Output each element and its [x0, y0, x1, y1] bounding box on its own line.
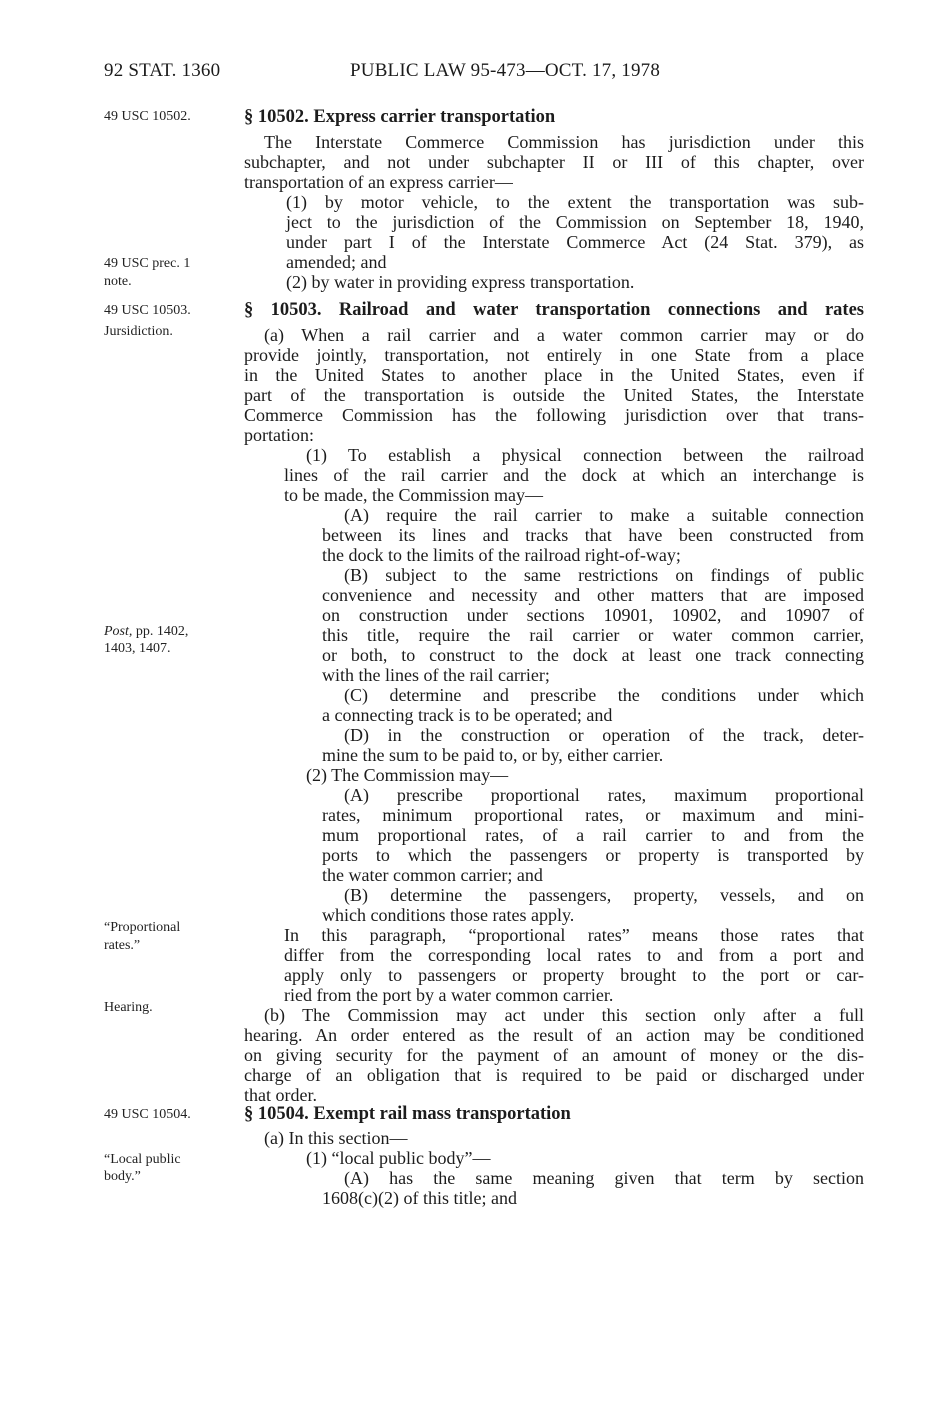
text-line: (B) subject to the same restrictions on findings of public [344, 565, 864, 585]
text-line: charge of an obligation that is required to be paid or discharged under [244, 1065, 864, 1085]
text-line: which conditions those rates apply. [322, 905, 575, 925]
text-line: (1) by motor vehicle, to the extent the transportation was sub- [286, 192, 864, 212]
text-line: between its lines and tracks that have been constructed from [322, 525, 864, 545]
margin-note: body.” [104, 1169, 141, 1184]
margin-note: “Proportional [104, 920, 181, 935]
text-line: (B) determine the passengers, property, vessels, and on [344, 885, 864, 905]
text-line: differ from the corresponding local rates to and from a port and [284, 945, 864, 965]
text-line: (2) The Commission may— [306, 765, 509, 785]
margin-note: 49 USC prec. 1 [104, 256, 191, 271]
section-heading: § 10503. Railroad and water transportation connections and rates [244, 300, 864, 320]
text-line: a connecting track is to be operated; and [322, 705, 613, 725]
text-line: (b) The Commission may act under this section only after a full [264, 1005, 864, 1025]
text-line: that order. [244, 1085, 317, 1105]
text-line: under part I of the Interstate Commerce Act (24 Stat. 379), as [286, 232, 864, 252]
text-line: ject to the jurisdiction of the Commission on September 18, 1940, [286, 212, 864, 232]
text-line: subchapter, and not under subchapter II or III of this chapter, over [244, 152, 864, 172]
margin-note: Hearing. [104, 1000, 153, 1015]
text-line: on construction under sections 10901, 10902, and 10907 of [322, 605, 864, 625]
margin-note: note. [104, 274, 132, 289]
text-line: portation: [244, 425, 314, 445]
text-line: amended; and [286, 252, 387, 272]
text-line: The Interstate Commerce Commission has jurisdiction under this [264, 132, 864, 152]
text-line: hearing. An order entered as the result of an action may be conditioned [244, 1025, 864, 1045]
margin-note: 1403, 1407. [104, 641, 171, 656]
text-line: (A) require the rail carrier to make a suitable connection [344, 505, 864, 525]
text-line: (2) by water in providing express transportation. [286, 272, 635, 292]
text-line: mine the sum to be paid to, or by, either carrier. [322, 745, 664, 765]
text-line: to be made, the Commission may— [284, 485, 543, 505]
stat-page-number: 92 STAT. 1360 [104, 60, 221, 81]
margin-note: 49 USC 10503. [104, 303, 191, 318]
text-line: on giving security for the payment of an amount of money or the dis- [244, 1045, 864, 1065]
text-line: transportation of an express carrier— [244, 172, 513, 192]
text-line: in the United States to another place in the United States, even if [244, 365, 864, 385]
text-line: (A) has the same meaning given that term by section [344, 1168, 864, 1188]
text-line: (a) When a rail carrier and a water common carrier may or do [264, 325, 864, 345]
margin-note: rates.” [104, 938, 141, 953]
page-header [104, 60, 864, 86]
text-line: with the lines of the rail carrier; [322, 665, 550, 685]
text-line: (1) To establish a physical connection between the railroad [306, 445, 864, 465]
text-line: provide jointly, transportation, not entirely in one State from a place [244, 345, 864, 365]
text-line: lines of the rail carrier and the dock at which an interchange is [284, 465, 864, 485]
margin-note: Post, pp. 1402, [104, 624, 189, 639]
section-heading: § 10502. Express carrier transportation [244, 107, 556, 127]
text-line: ports to which the passengers or property is transported by [322, 845, 864, 865]
text-line: the water common carrier; and [322, 865, 543, 885]
text-line: this title, require the rail carrier or water common carrier, [322, 625, 864, 645]
margin-note: “Local public [104, 1152, 181, 1167]
text-line: or both, to construct to the dock at least one track connecting [322, 645, 864, 665]
text-line: the dock to the limits of the railroad right-of-way; [322, 545, 681, 565]
text-line: ried from the port by a water common carrier. [284, 985, 614, 1005]
text-line: (C) determine and prescribe the conditions under which [344, 685, 864, 705]
text-line: part of the transportation is outside the United States, the Interstate [244, 385, 864, 405]
text-line: (D) in the construction or operation of the track, deter- [344, 725, 864, 745]
text-line: mum proportional rates, of a rail carrier to and from the [322, 825, 864, 845]
section-heading: § 10504. Exempt rail mass transportation [244, 1104, 571, 1124]
text-line: (a) In this section— [264, 1128, 408, 1148]
text-line: rates, minimum proportional rates, or maximum and mini- [322, 805, 864, 825]
text-line: apply only to passengers or property brought to the port or car- [284, 965, 864, 985]
text-line: Commerce Commission has the following jurisdiction over that trans- [244, 405, 864, 425]
margin-note: Jursidiction. [104, 324, 173, 339]
margin-note: 49 USC 10504. [104, 1107, 191, 1122]
margin-note: 49 USC 10502. [104, 109, 191, 124]
text-line: (A) prescribe proportional rates, maximum proportional [344, 785, 864, 805]
text-line: (1) “local public body”— [306, 1148, 491, 1168]
text-line: convenience and necessity and other matters that are imposed [322, 585, 864, 605]
running-title: PUBLIC LAW 95-473—OCT. 17, 1978 [350, 60, 661, 81]
text-line: In this paragraph, “proportional rates” means those rates that [284, 925, 864, 945]
text-line: 1608(c)(2) of this title; and [322, 1188, 517, 1208]
